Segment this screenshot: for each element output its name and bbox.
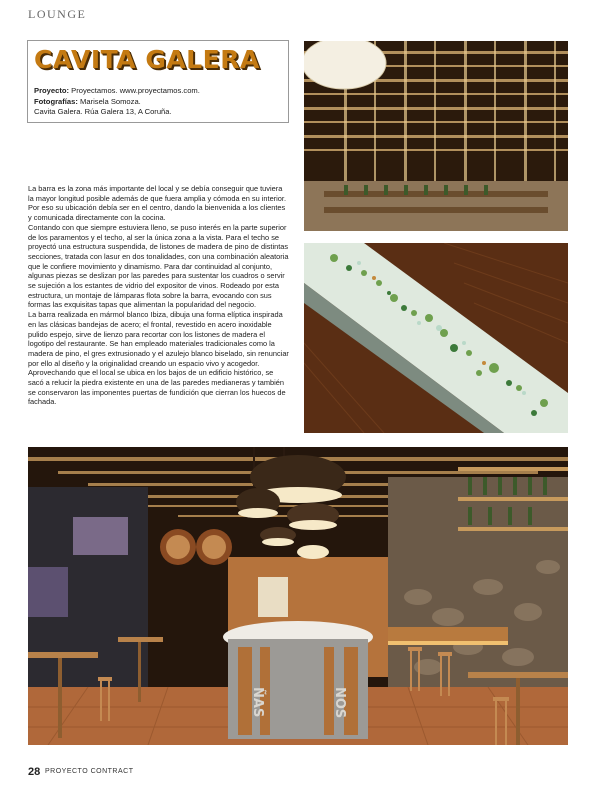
article-body <box>28 184 290 407</box>
bar-lettering-right: NOS <box>332 687 347 719</box>
credit-location: Cavita Galera. Rúa Galera 13, A Coruña. <box>34 107 172 116</box>
credit-project <box>34 86 200 97</box>
photo-ceiling-slats <box>304 41 568 231</box>
credits <box>34 86 200 118</box>
bar-interior-illustration <box>28 447 568 745</box>
credit-photos <box>34 97 200 108</box>
credit-project-label: Proyecto: <box>34 86 70 95</box>
photo-glass-shelf <box>304 243 568 433</box>
credit-photos-value: Marisela Somoza. <box>80 96 141 106</box>
photo-bar-interior <box>28 447 568 745</box>
paragraph: La barra realizada en mármol blanco Ibiza, dibuja una forma elíptica inspirada en las clásicas bandejas de acero; el frontal, revestido en acero inoxidable pulido espejo, sirve de lienzo para recortar con los listones de madera el logotipo del restaurante. Se han empleado materiales tradicionales como la madera de pino, el gres extrusionado y el azulejo blanco biselado, sin renunciar por ello al diseño y la originalidad creando un espacio vivo y acogedor. Aprovechando que el local se ubica en los bajos de un edificio histórico, se sacó a relucir la piedra existente en una de las paredes medianeras y también se conservaron las imponentes puertas de fundición que cierran los huecos de fachada. <box>28 310 289 407</box>
paragraph: La barra es la zona más importante del local y se debía conseguir que tuviera la mayor longitud posible además de que fuera amplia y cómoda en su interior. Por eso su ubicación debía ser en el centro, dando la bienvenida a los clientes y comunicada directamente con la cocina. <box>28 184 287 223</box>
page-number: 28 <box>28 766 41 778</box>
article-title: CAVITA GALERA <box>34 45 260 74</box>
bar-lettering-left: ÑAS <box>250 687 265 718</box>
ceiling-illustration <box>304 41 568 231</box>
credit-project-value: Proyectamos. www.proyectamos.com. <box>71 86 200 95</box>
magazine-name: PROYECTO CONTRACT <box>45 768 134 775</box>
paragraph: Contando con que siempre estuviera lleno, se puso interés en la parte superior de los paramentos y el techo, al ser la única zona a la vista. Para el techo se proyectó una estructura suspendida, de listones de madera de pino de distintas secciones, tratada con lasur en dos tonalidades, con una combinación aleatoria que le confiere movimiento y dinamismo. Para dar continuidad al conjunto, algunas piezas se deslizan por las paredes para sustentar los cuadros o servir se sujeción a los estantes de vidrio del expositor de vinos. Rodeado por esta estructura, un montaje de lámparas flota sobre la barra, evocando con sus formas las exquisitas tapas que alimentan la popularidad del negocio. <box>28 222 289 310</box>
title-box <box>27 40 289 123</box>
glass-shelf-illustration <box>304 243 568 433</box>
section-label: LOUNGE <box>28 7 87 21</box>
credit-photos-label: Fotografías: <box>34 96 78 106</box>
